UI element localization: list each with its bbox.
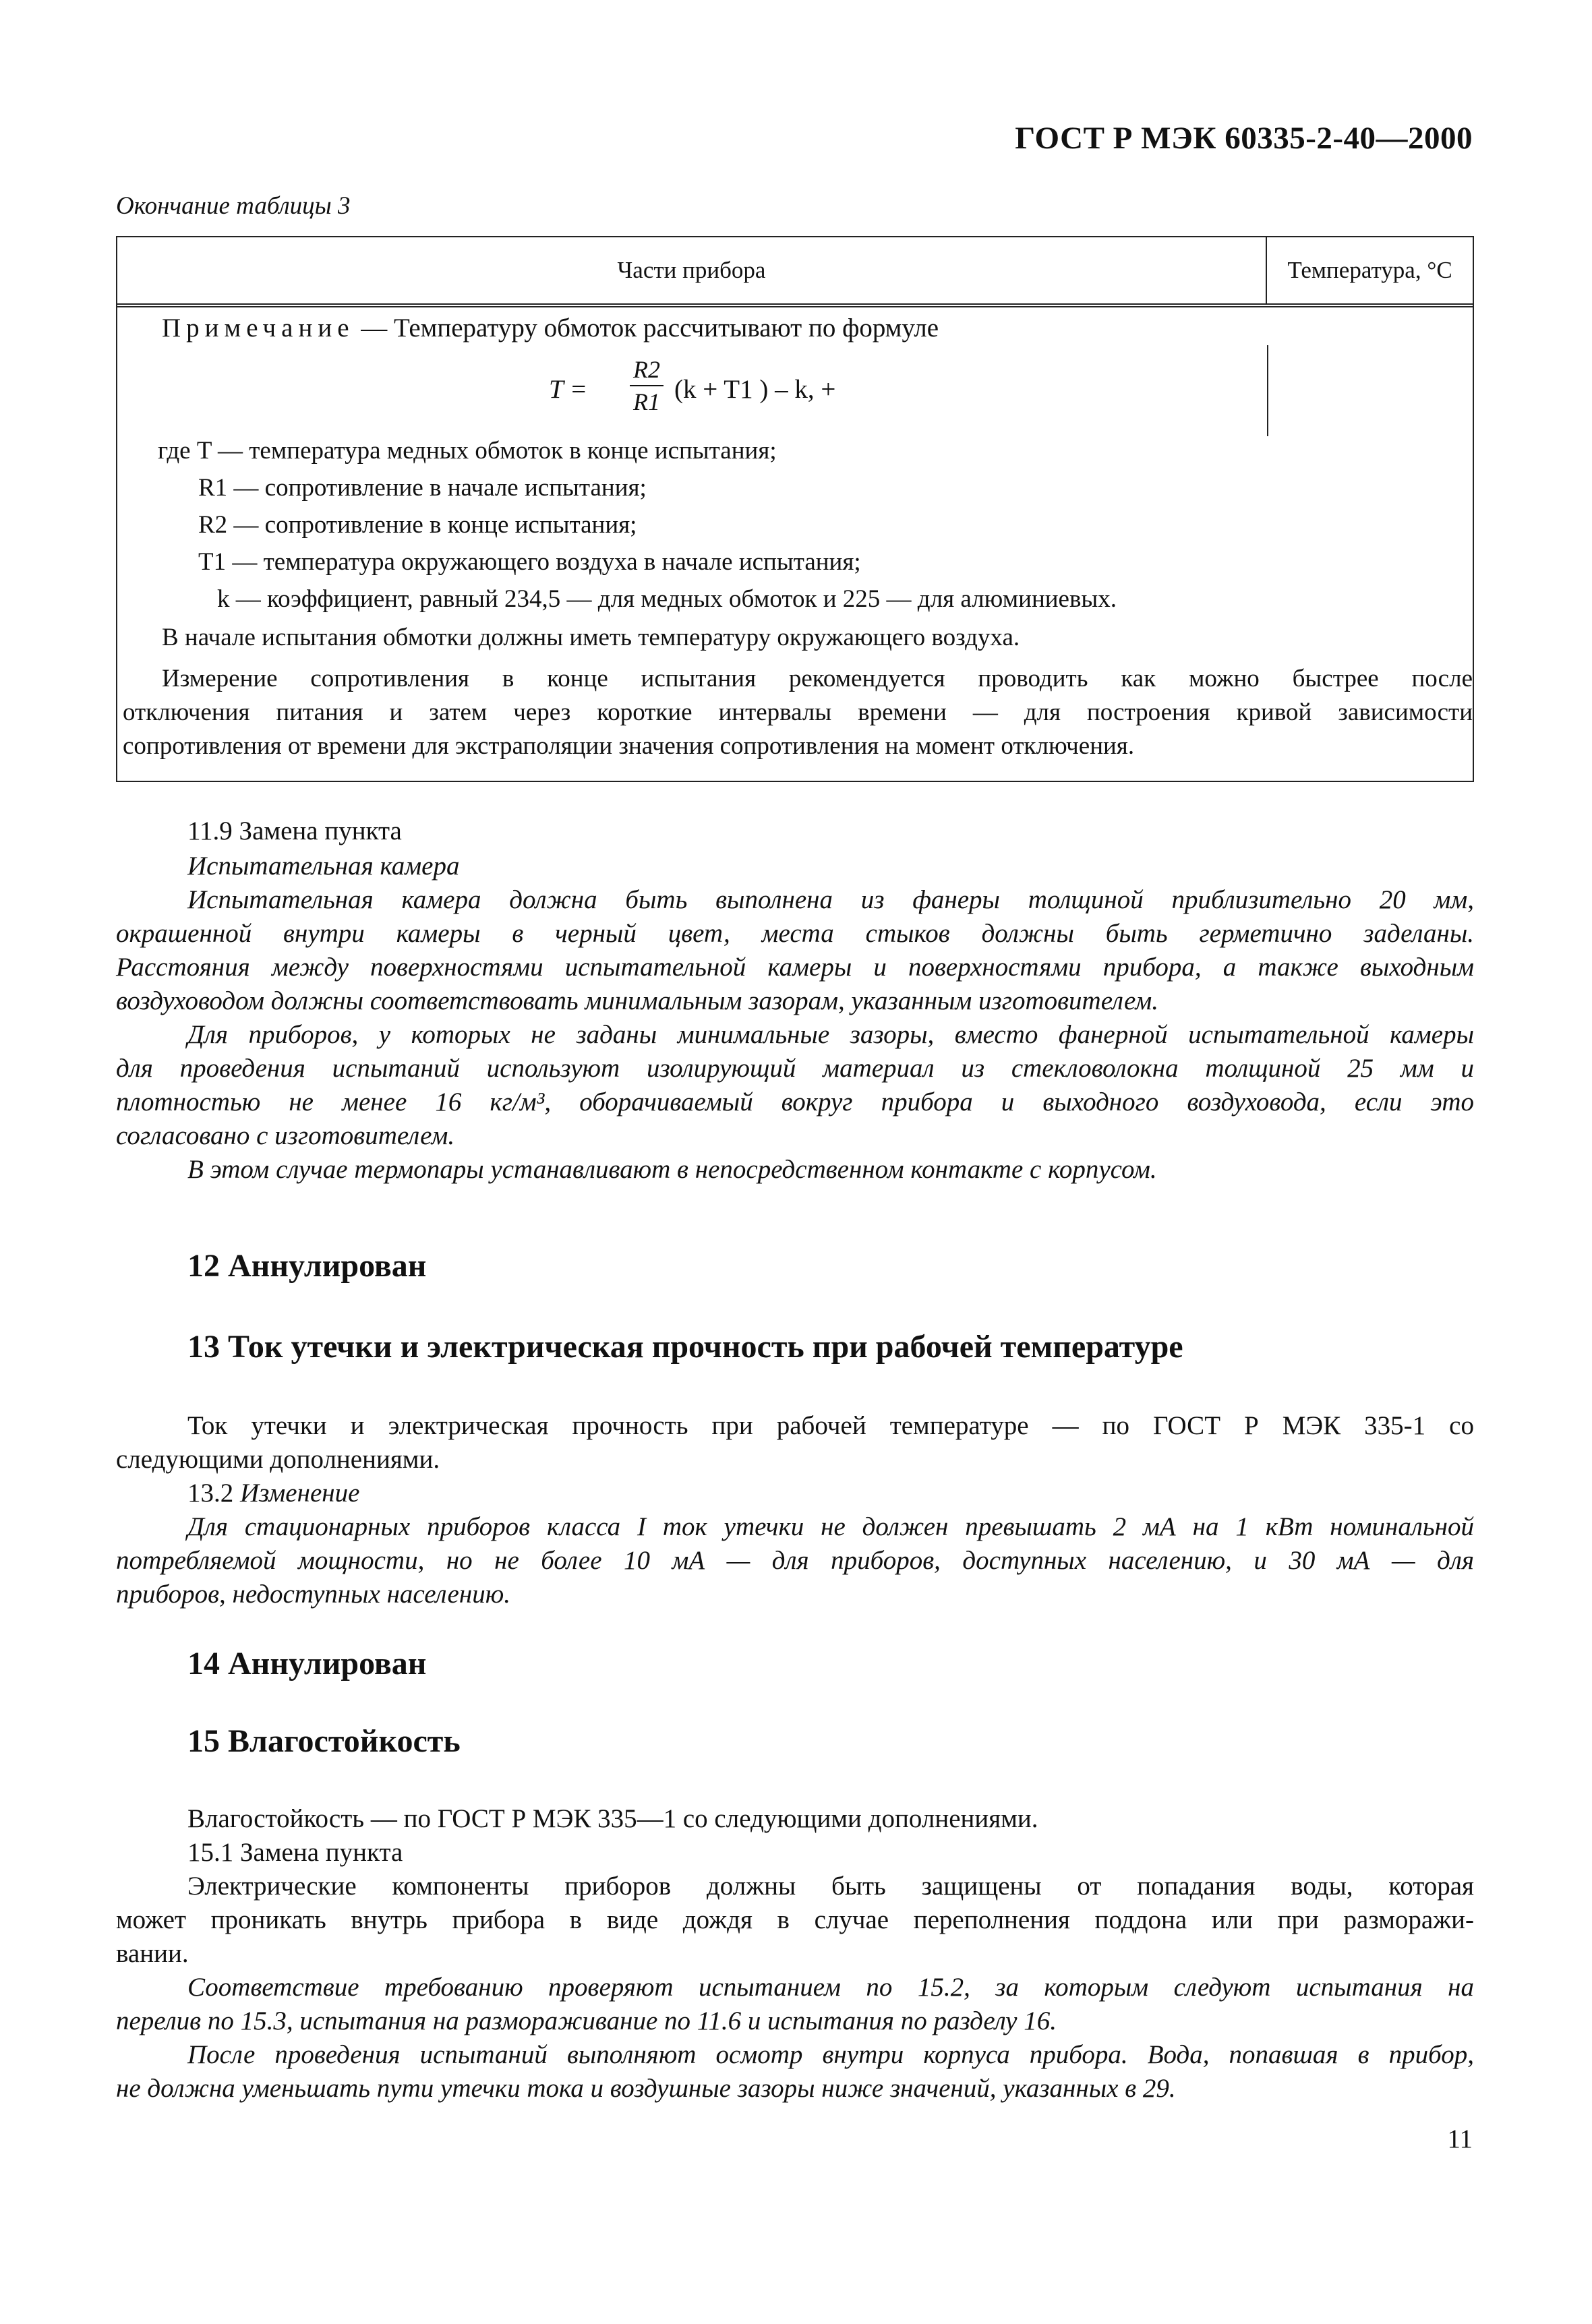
formula-denominator: R1 [633, 388, 660, 415]
note-label: Примечание [162, 314, 355, 342]
section-12-heading: 12 Аннулирован [187, 1248, 427, 1284]
paragraph-line: Для стационарных приборов класса I ток утечки не должен превышать 2 мА на 1 кВт номинальной [187, 1512, 1474, 1541]
table-3 [116, 236, 1474, 782]
section-15-1-title: 15.1 Замена пункта [187, 1838, 403, 1867]
col-header-temperature: Температура, °С [1287, 257, 1452, 283]
section-15-heading: 15 Влагостойкость [187, 1723, 461, 1759]
formula-lhs: T = [549, 375, 588, 404]
paragraph-line: потребляемой мощности, но не более 10 мА — для приборов, доступных населению, и 30 мА — для [116, 1546, 1474, 1575]
paragraph-line: вании. [116, 1939, 189, 1968]
paragraph-line: для проведения испытаний используют изолирующий материал из стекловолокна толщиной 25 мм и [116, 1054, 1474, 1083]
section-13-2-number: 13.2 [187, 1479, 234, 1508]
measure-note-line: отключения питания и затем через короткие интервалы времени — для построения кривой зависимости [123, 698, 1473, 726]
paragraph-line: Ток утечки и электрическая прочность при рабочей температуре — по ГОСТ Р МЭК 335-1 со [187, 1411, 1474, 1440]
paragraph-line: воздуховодом должны соответствовать минимальным зазорам, указанным изготовителем. [116, 986, 1159, 1015]
paragraph-line: окрашенной внутри камеры в черный цвет, места стыков должны быть герметично заделаны. [116, 919, 1474, 948]
measure-note-line: Измерение сопротивления в конце испытания рекомендуется проводить как можно быстрее после [162, 665, 1473, 692]
paragraph-line: перелив по 15.3, испытания на размораживание по 11.6 и испытания по разделу 16. [116, 2006, 1057, 2035]
note-text: — Температуру обмоток рассчитывают по формуле [361, 314, 939, 342]
where-line: где T — температура медных обмоток в конце испытания; [158, 437, 777, 465]
section-13-2-label: Изменение [240, 1479, 360, 1508]
where-line: k — коэффициент, равный 234,5 — для медных обмоток и 225 — для алюминиевых. [217, 585, 1117, 613]
paragraph-line: не должна уменьшать пути утечки тока и воздушные зазоры ниже значений, указанных в 29. [116, 2074, 1176, 2103]
formula-fraction [630, 355, 664, 416]
paragraph-line: Влагостойкость — по ГОСТ Р МЭК 335—1 со следующими дополнениями. [187, 1804, 1038, 1833]
table-continuation-caption: Окончание таблицы 3 [116, 192, 351, 220]
section-11-9-subtitle: Испытательная камера [187, 852, 460, 881]
paragraph-line: Испытательная камера должна быть выполнена из фанеры толщиной приблизительно 20 мм, [187, 885, 1474, 914]
paragraph-line: может проникать внутрь прибора в виде дождя в случае переполнения поддона или при разморажи- [116, 1905, 1474, 1934]
paragraph-line: Расстояния между поверхностями испытательной камеры и поверхностями прибора, а также выходным [116, 953, 1474, 982]
where-line: R2 — сопротивление в конце испытания; [198, 511, 637, 539]
document-number: ГОСТ Р МЭК 60335-2-40—2000 [1015, 121, 1473, 156]
section-13-2-title [187, 1478, 359, 1508]
section-13-heading: 13 Ток утечки и электрическая прочность при рабочей температуре [187, 1329, 1183, 1365]
paragraph-line: Электрические компоненты приборов должны быть защищены от попадания воды, которая [187, 1872, 1474, 1901]
paragraph-line: Для приборов, у которых не заданы минимальные зазоры, вместо фанерной испытательной камеры [187, 1020, 1474, 1049]
fraction-bar [630, 385, 664, 386]
table-header [117, 237, 1473, 307]
measure-note-line: сопротивления от времени для экстраполяции значения сопротивления на момент отключения. [123, 732, 1135, 760]
where-line: T1 — температура окружающего воздуха в начале испытания; [198, 548, 861, 576]
col-header-parts: Части прибора [117, 237, 1267, 303]
paragraph-line: В этом случае термопары устанавливают в непосредственном контакте с корпусом. [187, 1155, 1157, 1184]
section-14-heading: 14 Аннулирован [187, 1646, 427, 1681]
note-title [162, 313, 939, 343]
paragraph-line: следующими дополнениями. [116, 1445, 440, 1474]
table-column-divider [1267, 345, 1268, 436]
page-number: 11 [1447, 2124, 1473, 2153]
section-11-9-title: 11.9 Замена пункта [187, 816, 402, 845]
formula-rhs: (k + T1 ) – k, + [674, 375, 836, 404]
paragraph-line: Соответствие требованию проверяют испытанием по 15.2, за которым следуют испытания на [187, 1973, 1474, 2002]
where-line: R1 — сопротивление в начале испытания; [198, 474, 647, 502]
paragraph-line: приборов, недоступных населению. [116, 1580, 510, 1609]
formula-numerator: R2 [633, 356, 660, 383]
start-note: В начале испытания обмотки должны иметь температуру окружающего воздуха. [162, 624, 1020, 651]
paragraph-line: плотностью не менее 16 кг/м³, оборачиваемый вокруг прибора и выходного воздуховода, если это [116, 1087, 1474, 1116]
paragraph-line: После проведения испытаний выполняют осмотр внутри корпуса прибора. Вода, попавшая в прибор, [187, 2040, 1474, 2069]
paragraph-line: согласовано с изготовителем. [116, 1121, 455, 1150]
